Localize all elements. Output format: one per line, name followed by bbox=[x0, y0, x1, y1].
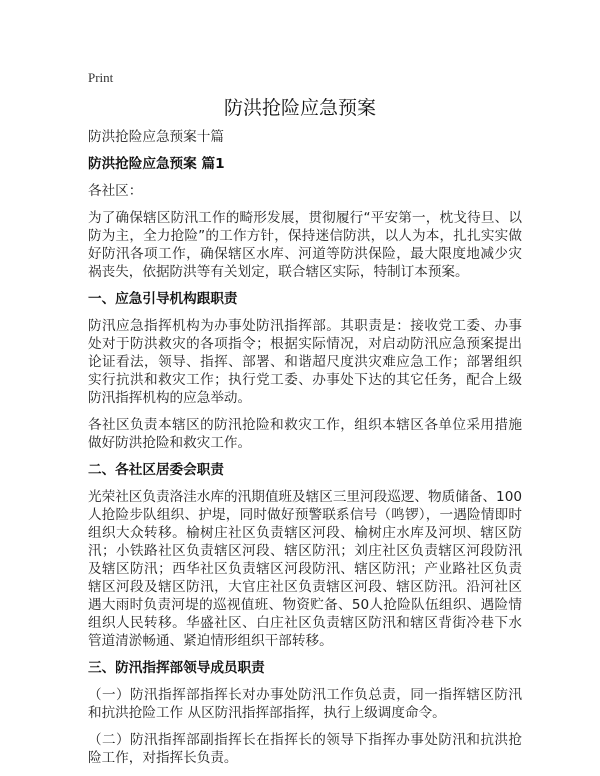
paragraph: 防汛应急指挥机构为办事处防汛指挥部。其职责是：接收党工委、办事处对于防洪救灾的各项指令；根据实际情况，对启动防汛应急预案提出论证看法，领导、指挥、部署、和谐超尺度洪灾难应急工作；部署组织实行抗洪和救灾工作；执行党工委、办事处下达的其它任务，配合上级防汛指挥机构的应急举动。 bbox=[88, 318, 522, 406]
section-heading: 三、防汛指挥部领导成员职责 bbox=[88, 660, 265, 676]
subtitle: 防洪抢险应急预案十篇 bbox=[88, 129, 224, 145]
section-heading: 二、各社区居委会职责 bbox=[88, 462, 224, 478]
article-heading: 防洪抢险应急预案 篇1 bbox=[88, 156, 225, 172]
paragraph: （一）防汛指挥部指挥长对办事处防汛工作负总责，同一指挥辖区防汛和抗洪抢险工作 从区防汛指挥部指挥，执行上级调度命令。 bbox=[88, 687, 522, 721]
page-title: 防洪抢险应急预案 bbox=[223, 97, 376, 119]
paragraph: 光荣社区负责洛洼水库的汛期值班及辖区三里河段巡逻、物质储备、100人抢险步队组织、护堤，同时做好预警联系信号（鸣锣），一遇险情即时组织大众转移。榆树庄社区负责辖区河段、榆树庄水库及河坝、辖区防汛；小铁路社区负责辖区河段、辖区防汛；刘庄社区负责辖区河段防汛及辖区防汛；西华社区负责辖区河段防汛、辖区防汛；产业路社区负责辖区河段及辖区防汛，大官庄社区负责辖区河段、辖区防汛。沿河社区遇大雨时负责河堤的巡视值班、物资贮备、50人抢险队伍组织、遇险情组织人民转移。华盛社区、白庄社区负责辖区防汛和辖区背街冷巷下水管道清淤畅通、紧迫情形组织干部转移。 bbox=[88, 489, 522, 649]
greeting: 各社区： bbox=[88, 183, 143, 199]
section-heading: 一、应急引导机构跟职责 bbox=[88, 291, 238, 307]
paragraph: （二）防汛指挥部副指挥长在指挥长的领导下指挥办事处防汛和抗洪抢险工作，对指挥长负责。 bbox=[88, 732, 522, 766]
print-label[interactable]: Print bbox=[88, 70, 114, 85]
paragraph: 各社区负责本辖区的防汛抢险和救灾工作，组织本辖区各单位采用措施做好防洪抢险和救灾工作。 bbox=[88, 417, 522, 451]
intro-paragraph: 为了确保辖区防汛工作的畸形发展，贯彻履行“平安第一，枕戈待旦、以防为主，全力抢险”的工作方针，保持迷信防洪，以人为本，扎扎实实做好防汛各项工作，确保辖区水库、河道等防洪保险，最大限度地减少灾祸丧失，依据防洪等有关划定，联合辖区实际，特制订本预案。 bbox=[88, 210, 522, 280]
